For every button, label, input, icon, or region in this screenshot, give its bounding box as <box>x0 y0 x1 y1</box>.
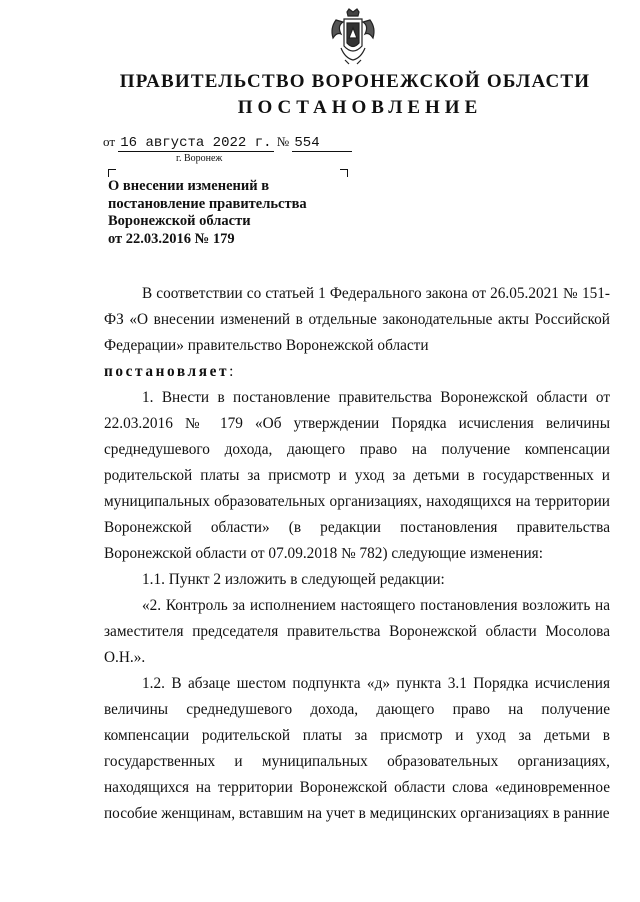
bracket-corner-left <box>108 169 116 177</box>
paragraph-item-1-1: 1.1. Пункт 2 изложить в следующей редакции: <box>142 571 445 588</box>
paragraph-quote: «2. Контроль за исполнением настоящего постановления возложить на заместителя председателя правительства Воронежской области Мосолова О.Н.». <box>104 597 610 666</box>
bracket-corner-right <box>340 169 348 177</box>
subject-line: постановление правительства <box>108 195 307 212</box>
preamble-text: В соответствии со статьей 1 Федерального закона от 26.05.2021 № 151-ФЗ «О внесении изменений в отдельные законодательные акты Российской Федерации» правительство Воронежской области <box>104 285 610 354</box>
paragraph-item-1: 1. Внести в постановление правительства Воронежской области от 22.03.2016 № 179 «Об утверждении Порядка исчисления величины среднедушевого дохода, дающего право на получение компенсации родительской платы за присмотр и уход за детьми в государственных и муниципальных образовательных организациях, находящихся на территории Воронежской области» (в редакции постановления правительства Воронежской области от 07.09.2018 № 782) следующие изменения: <box>104 389 610 562</box>
organization-title: ПРАВИТЕЛЬСТВО ВОРОНЕЖСКОЙ ОБЛАСТИ <box>119 71 591 92</box>
paragraph-item-1-2: 1.2. В абзаце шестом подпункта «д» пункта 3.1 Порядка исчисления величины среднедушевого дохода, дающего право на получение компенсации родительской платы за присмотр и уход за детьми в государственных и муниципальных образовательных организациях, находящихся на территории Воронежской области слова «единовременное пособие женщинам, вставшим на учет в медицинских организациях в ранние <box>104 675 610 822</box>
city: г. Воронеж <box>176 153 223 164</box>
dateline <box>103 134 352 152</box>
document-type: ПОСТАНОВЛЕНИЕ <box>237 97 483 118</box>
document-subject <box>108 178 348 248</box>
paragraph-preamble <box>104 281 610 385</box>
resolves-word: постановляет <box>104 363 230 380</box>
subject-line: Воронежской области <box>108 213 251 229</box>
preamble-colon: : <box>229 363 234 380</box>
from-label: от <box>103 134 116 149</box>
subject-line: О внесении изменений в <box>108 178 270 194</box>
subject-line: от 22.03.2016 № 179 <box>108 230 235 247</box>
number-label: № <box>276 134 290 149</box>
document-body <box>104 281 610 827</box>
document-number: 554 <box>292 135 352 152</box>
document-date: 16 августа 2022 г. <box>120 135 272 151</box>
coat-of-arms-icon <box>327 8 379 68</box>
